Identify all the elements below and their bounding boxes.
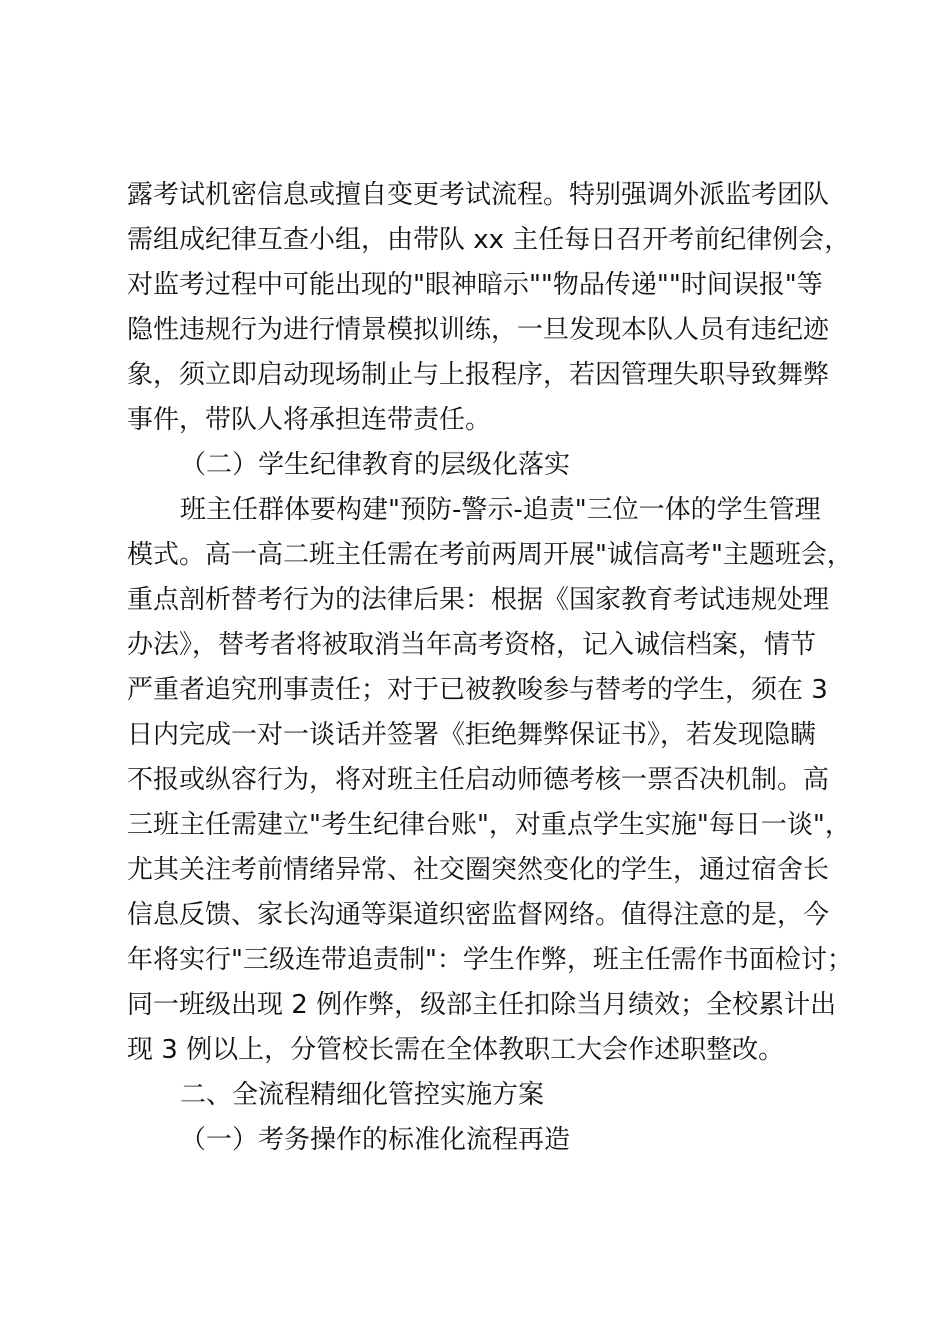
paragraph-line: 事件，带队人将承担连带责任。	[127, 405, 492, 435]
section-heading-2: （二）学生纪律教育的层级化落实	[180, 450, 571, 480]
paragraph-line: 班主任群体要构建"预防-警示-追责"三位一体的学生管理	[180, 495, 821, 525]
paragraph-line: 办法》，替考者将被取消当年高考资格，记入诚信档案，情节	[127, 630, 817, 660]
section-heading-main: 二、全流程精细化管控实施方案	[180, 1080, 545, 1110]
paragraph-line: 露考试机密信息或擅自变更考试流程。特别强调外派监考团队	[127, 180, 830, 210]
paragraph-line: 不报或纵容行为，将对班主任启动师德考核一票否决机制。高	[127, 765, 830, 795]
paragraph-line: 需组成纪律互查小组，由带队 xx 主任每日召开考前纪律例会，	[127, 225, 851, 255]
paragraph-line: 隐性违规行为进行情景模拟训练，一旦发现本队人员有违纪迹	[127, 315, 830, 345]
paragraph-line: 信息反馈、家长沟通等渠道织密监督网络。值得注意的是，今	[127, 900, 830, 930]
paragraph-line: 重点剖析替考行为的法律后果：根据《国家教育考试违规处理	[127, 585, 830, 615]
paragraph-line: 同一班级出现 2 例作弊，级部主任扣除当月绩效；全校累计出	[127, 990, 837, 1020]
paragraph-line: 模式。高一高二班主任需在考前两周开展"诚信高考"主题班会，	[127, 540, 853, 570]
paragraph-line: 现 3 例以上，分管校长需在全体教职工大会作述职整改。	[127, 1035, 785, 1065]
paragraph-line: 年将实行"三级连带追责制"：学生作弊，班主任需作书面检讨；	[127, 945, 853, 975]
paragraph-line: 对监考过程中可能出现的"眼神暗示""物品传递""时间误报"等	[127, 270, 823, 300]
section-heading-1: （一）考务操作的标准化流程再造	[180, 1125, 571, 1155]
paragraph-line: 严重者追究刑事责任；对于已被教唆参与替考的学生，须在 3	[127, 675, 828, 705]
paragraph-line: 三班主任需建立"考生纪律台账"，对重点学生实施"每日一谈"，	[127, 810, 851, 840]
paragraph-line: 日内完成一对一谈话并签署《拒绝舞弊保证书》，若发现隐瞒	[127, 720, 817, 750]
paragraph-line: 象，须立即启动现场制止与上报程序，若因管理失职导致舞弊	[127, 360, 830, 390]
paragraph-line: 尤其关注考前情绪异常、社交圈突然变化的学生，通过宿舍长	[127, 855, 830, 885]
